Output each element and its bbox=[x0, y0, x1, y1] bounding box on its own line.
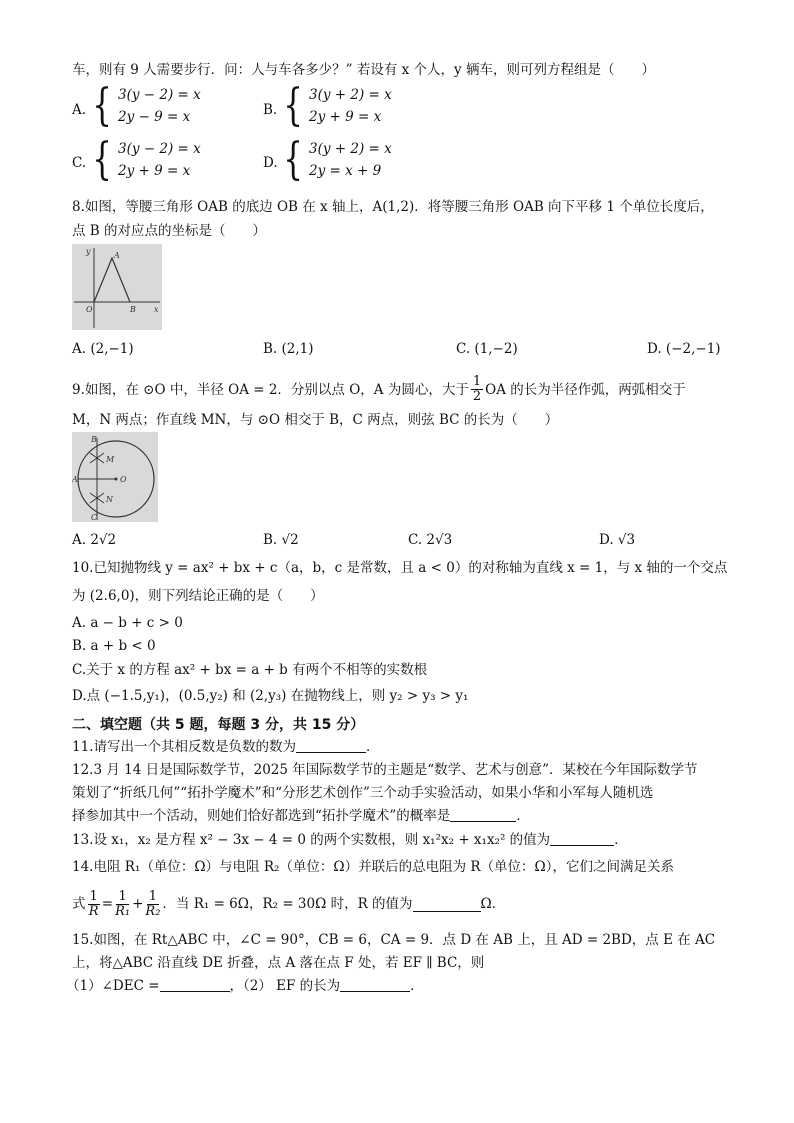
q7-option-c-eq2: 2y + 9 = x bbox=[118, 163, 191, 179]
q14-f2-num: 1 bbox=[118, 888, 127, 904]
q14-line2-b: ．当 R₁ = 6Ω，R₂ = 30Ω 时，R 的值为 bbox=[162, 896, 413, 912]
q14-frac-1 bbox=[88, 890, 100, 919]
q9-frac-den: 2 bbox=[472, 389, 482, 404]
q10-option-a: A. a − b + c > 0 bbox=[72, 615, 183, 631]
q12-line1: 12.3 月 14 日是国际数学节，2025 年国际数学节的主题是“数学、艺术与创意”．某校在今年国际数学节 bbox=[72, 762, 698, 778]
q9-option-c: C. 2√3 bbox=[408, 532, 453, 548]
q15-end: ． bbox=[410, 978, 424, 994]
q7-option-b-eq2: 2y + 9 = x bbox=[309, 109, 382, 125]
q9-option-d: D. √3 bbox=[599, 532, 636, 548]
q15-line3-a: （1）∠DEC = bbox=[66, 978, 160, 994]
q14-plus: + bbox=[132, 896, 144, 912]
q7-option-a-eq2: 2y − 9 = x bbox=[118, 109, 191, 125]
fig8-b-label: B bbox=[130, 305, 136, 314]
q11 bbox=[72, 737, 379, 757]
q7-option-b-letter: B. bbox=[263, 102, 278, 118]
q7-option-c-system bbox=[88, 134, 201, 185]
q11-text: 11.请写出一个其相反数是负数的数为 bbox=[72, 739, 296, 755]
fig9-c-label: C bbox=[91, 513, 98, 522]
fig9-o-label: O bbox=[120, 475, 127, 484]
q9-fraction bbox=[471, 375, 483, 404]
q15-line3-b: ，（2） EF 的长为 bbox=[229, 978, 341, 994]
q7-option-a-system bbox=[88, 80, 201, 131]
q10-option-d: D.点 (−1.5,y₁)，(0.5,y₂) 和 (2,y₃) 在抛物线上，则 y₂ > y₃ > y₁ bbox=[72, 688, 469, 704]
q13-text: 13.设 x₁，x₂ 是方程 x² − 3x − 4 = 0 的两个实数根，则 x₁²x₂ + x₁x₂² 的值为 bbox=[72, 832, 551, 848]
fig8-y-label: y bbox=[86, 247, 91, 256]
q7-option-b-system bbox=[279, 80, 392, 131]
q12-end: ． bbox=[516, 808, 530, 824]
q7-option-d-eq2: 2y = x + 9 bbox=[309, 163, 382, 179]
q9-line1-a: 9.如图，在 ⊙O 中，半径 OA = 2．分别以点 O，A 为圆心，大于 bbox=[72, 381, 469, 398]
q8-line2: 点 B 的对应点的坐标是（ ） bbox=[72, 223, 267, 239]
brace-icon: { bbox=[92, 134, 112, 185]
q12-line2: 策划了“折纸几何”“拓扑学魔术”和“分形艺术创作”三个动手实验活动，如果小华和小军每人随机选 bbox=[72, 785, 654, 801]
fig9-m-label: M bbox=[106, 455, 115, 464]
q9-option-a: A. 2√2 bbox=[72, 532, 117, 548]
q7-option-b-eq1: 3(y + 2) = x bbox=[309, 87, 392, 103]
q8-figure bbox=[72, 244, 162, 330]
q12-line3-text: 择参加其中一个活动，则她们恰好都选到“拓扑学魔术”的概率是 bbox=[72, 808, 451, 824]
q14-eq: = bbox=[101, 896, 114, 912]
triangle-figure bbox=[72, 244, 162, 330]
q15-line2: 上，将△ABC 沿直线 DE 折叠，点 A 落在点 F 处，若 EF ∥ BC，则 bbox=[72, 955, 485, 971]
q7-stem: 车，则有 9 人需要步行．问：人与车各多少？” 若设有 x 个人，y 辆车，则可列方程组是（ ） bbox=[72, 62, 655, 78]
q12-line3 bbox=[72, 806, 530, 826]
q10-option-b: B. a + b < 0 bbox=[72, 638, 156, 654]
q7-option-c-eq1: 3(y − 2) = x bbox=[118, 141, 201, 157]
q7-option-c-letter: C. bbox=[72, 155, 87, 171]
q9-line1-b: OA 的长为半径作弧，两弧相交于 bbox=[485, 381, 686, 398]
q11-end: ． bbox=[365, 739, 380, 755]
q14-answer-blank[interactable] bbox=[413, 897, 481, 912]
q14-f2-den: R₁ bbox=[115, 903, 131, 919]
q9-line1 bbox=[72, 375, 686, 404]
q13 bbox=[72, 830, 628, 850]
brace-icon: { bbox=[92, 80, 112, 131]
q14-frac-3 bbox=[145, 890, 160, 919]
brace-icon: { bbox=[283, 80, 303, 131]
q14-line2 bbox=[72, 886, 505, 922]
q10-option-c: C.关于 x 的方程 ax² + bx = a + b 有两个不相等的实数根 bbox=[72, 662, 428, 678]
q9-option-b: B. √2 bbox=[263, 532, 299, 548]
fig9-a-label: A bbox=[72, 475, 78, 484]
q13-end: ． bbox=[614, 832, 628, 848]
section-title: 二、填空题（共 5 题，每题 3 分，共 15 分） bbox=[72, 717, 365, 733]
q7-option-d-eq1: 3(y + 2) = x bbox=[309, 141, 392, 157]
fig8-o-label: O bbox=[86, 305, 93, 314]
q14-end: Ω． bbox=[480, 896, 506, 912]
q14-f1-den: R bbox=[88, 903, 99, 919]
q8-option-c: C. (1,−2) bbox=[456, 341, 518, 357]
q7-option-d-letter: D. bbox=[263, 155, 278, 171]
q15-line3 bbox=[66, 976, 424, 996]
q15-answer-blank-1[interactable] bbox=[160, 977, 230, 992]
q8-line1: 8.如图，等腰三角形 OAB 的底边 OB 在 x 轴上，A(1,2)．将等腰三角形 OAB 向下平移 1 个单位长度后， bbox=[72, 199, 714, 215]
q9-frac-num: 1 bbox=[472, 374, 482, 389]
q7-option-a-letter: A. bbox=[72, 102, 87, 118]
q14-line2-a: 式 bbox=[72, 896, 86, 912]
q7-option-d-system bbox=[279, 134, 392, 185]
q15-answer-blank-2[interactable] bbox=[340, 977, 410, 992]
q12-answer-blank[interactable] bbox=[450, 807, 516, 822]
q7-option-a-eq1: 3(y − 2) = x bbox=[118, 87, 201, 103]
q10-line1: 10.已知抛物线 y = ax² + bx + c（a，b，c 是常数，且 a < 0）的对称轴为直线 x = 1，与 x 轴的一个交点 bbox=[72, 560, 728, 576]
q14-frac-2 bbox=[115, 890, 130, 919]
q15-line1: 15.如图，在 Rt△ABC 中，∠C = 90°，CB = 6，CA = 9．点 D 在 AB 上，且 AD = 2BD，点 E 在 AC bbox=[72, 932, 716, 948]
q8-option-b: B. (2,1) bbox=[263, 341, 314, 357]
q14-f3-num: 1 bbox=[148, 888, 158, 904]
fig8-a-label: A bbox=[114, 251, 120, 260]
q9-line2: M，N 两点；作直线 MN，与 ⊙O 相交于 B，C 两点，则弦 BC 的长为（ ） bbox=[72, 412, 559, 428]
q14-f1-num: 1 bbox=[89, 888, 98, 904]
q14-f3-den: R₂ bbox=[145, 903, 161, 919]
fig9-b-label: B bbox=[91, 435, 97, 444]
circle-figure bbox=[72, 432, 158, 522]
q14-line1: 14.电阻 R₁（单位：Ω）与电阻 R₂（单位：Ω）并联后的总电阻为 R（单位：Ω），它们之间满足关系 bbox=[72, 859, 674, 875]
q13-answer-blank[interactable] bbox=[550, 831, 614, 846]
q9-figure bbox=[72, 432, 158, 522]
q10-line2: 为 (2.6,0)，则下列结论正确的是（ ） bbox=[72, 588, 324, 604]
brace-icon: { bbox=[283, 134, 303, 185]
fig8-x-label: x bbox=[154, 305, 159, 314]
q8-option-d: D. (−2,−1) bbox=[647, 341, 721, 357]
fig9-n-label: N bbox=[106, 495, 113, 504]
q8-option-a: A. (2,−1) bbox=[72, 341, 134, 357]
q11-answer-blank[interactable] bbox=[296, 738, 366, 753]
